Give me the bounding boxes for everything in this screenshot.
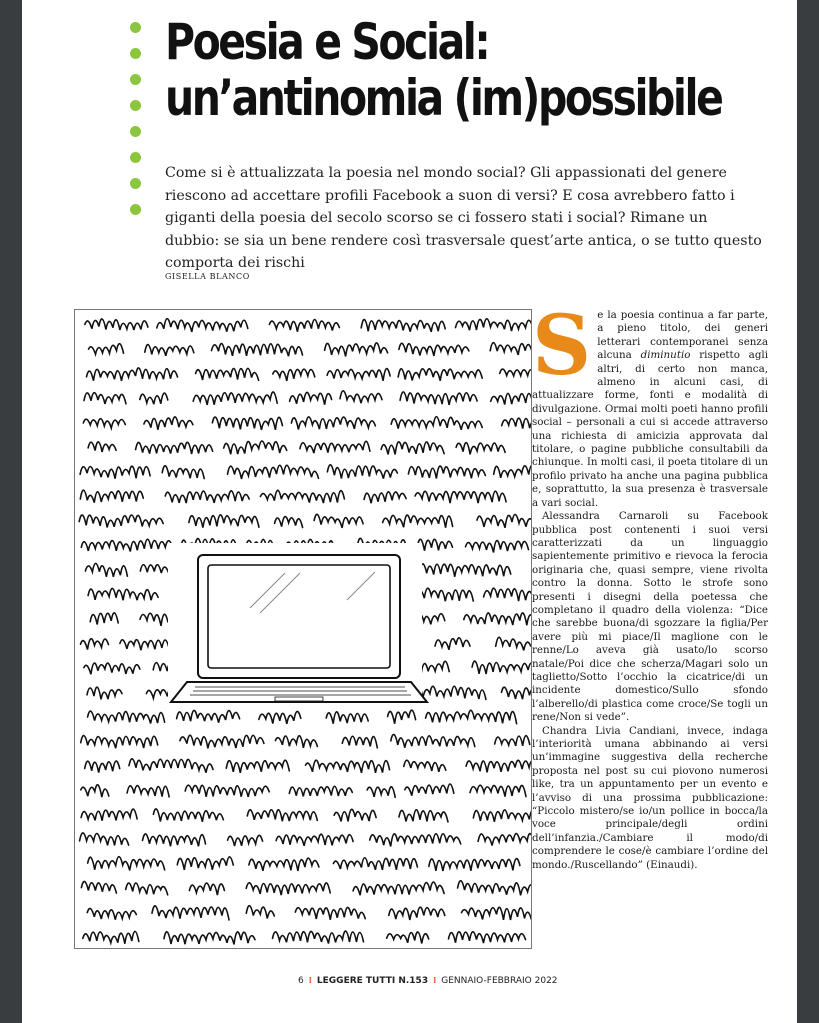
handwriting-stroke	[491, 393, 531, 405]
handwriting-stroke	[291, 417, 375, 430]
handwriting-stroke	[404, 760, 446, 772]
handwriting-stroke	[276, 834, 353, 846]
handwriting-stroke	[83, 419, 125, 428]
article-title	[165, 13, 722, 127]
handwriting-stroke	[269, 320, 339, 332]
handwriting-stroke	[165, 491, 249, 503]
handwriting-stroke	[275, 517, 303, 528]
paragraph-3: Chandra Livia Candiani, invece, indaga l’interiorità umana abbinando ai versi un’immagine suggestiva della recherche proposta nel post su cui piovono numerosi like, tra un appuntamento per un evento e l’avviso di una prossima pubblicazione: “Piccolo mistero/se io/un pollice in bocca/la voce principale/degli ordini dell’infanzia./Cambiare il modo/di comprendere le cose/è cambiare l’ordine del mondo./Ruscellando” (Einaudi).	[532, 724, 768, 871]
handwriting-stroke	[196, 368, 259, 380]
handwriting-stroke	[88, 857, 165, 871]
handwriting-stroke	[185, 785, 269, 797]
handwriting-stroke	[88, 588, 158, 600]
handwriting-stroke	[367, 787, 395, 797]
handwriting-stroke	[247, 810, 317, 821]
laptop-icon	[171, 550, 427, 702]
handwriting-stroke	[89, 344, 124, 354]
handwriting-stroke	[81, 736, 158, 749]
handwriting-stroke	[420, 564, 511, 577]
emphasis-diminutio: diminutio	[640, 349, 691, 362]
handwriting-stroke	[228, 835, 263, 846]
handwriting-stroke	[87, 908, 136, 919]
article-standfirst: Come si è attualizzata la poesia nel mondo social? Gli appassionati del genere riescono ad accettare profili Facebook a suon di versi? E cosa avrebbero fatto i giganti della poesia del secolo scorso se ci fossero stati i social? Rimane un dubbio: se sia un bene rendere così trasversale quest’arte antica, o se tutto questo comporta dei rischi	[165, 165, 762, 272]
handwriting-stroke	[81, 881, 116, 893]
handwriting-stroke	[260, 490, 344, 503]
handwriting-stroke	[466, 541, 529, 553]
handwriting-stroke	[88, 711, 165, 723]
handwriting-stroke	[364, 492, 406, 503]
handwriting-stroke	[478, 834, 531, 847]
green-dot	[130, 204, 141, 215]
handwriting-stroke	[79, 515, 163, 527]
handwriting-stroke	[80, 833, 129, 845]
handwriting-stroke	[398, 369, 482, 381]
author-byline: GISELLA BLANCO	[165, 272, 250, 281]
handwriting-stroke	[473, 810, 531, 822]
handwriting-stroke	[290, 392, 332, 404]
handwriting-stroke	[458, 881, 531, 896]
handwriting-stroke	[273, 369, 315, 381]
issue-date: GENNAIO-FEBBRAIO 2022	[441, 976, 558, 986]
handwriting-stroke	[246, 906, 274, 919]
separator-icon: ⁞	[432, 976, 437, 986]
handwriting-stroke	[389, 907, 445, 920]
handwriting-stroke	[226, 760, 289, 773]
handwriting-stroke	[224, 441, 287, 454]
handwriting-stroke	[249, 858, 319, 871]
handwriting-stroke	[342, 736, 377, 748]
handwriting-stroke	[289, 786, 352, 796]
paragraph-2: Alessandra Carnaroli su Facebook pubblica post contenenti i suoi versi caratterizzati da un linguaggio sapientemente primitivo e rievoca la ferocia originaria che, quasi sempre, viene rivolta contro la donna. Sotto le strofe sono presenti i disegni della poetessa che completano il quadro della violenza: “Dice che sarebbe buona/di sgozzare la figlia/Per avere più mi piace/Il maglione con le renne/Lo aveva già usato/lo scorso natale/Poi dice che scherza/Magari solo un taglietto/Sotto l’occhio la cicatrice/di un incidente domestico/Sullo sfondo l’alberello/di plastica come croce/Se togli un rene/Non si vede”.	[532, 510, 768, 724]
handwriting-stroke	[466, 760, 531, 772]
handwriting-stroke	[361, 320, 445, 332]
handwriting-stroke	[80, 490, 143, 502]
handwriting-stroke	[126, 883, 168, 895]
handwriting-stroke	[500, 368, 531, 380]
handwriting-stroke	[456, 443, 505, 455]
handwriting-stroke	[327, 465, 397, 479]
handwriting-stroke	[162, 466, 204, 479]
handwriting-stroke	[295, 907, 365, 919]
handwriting-stroke	[177, 857, 233, 870]
handwriting-stroke	[333, 858, 417, 870]
handwriting-stroke	[477, 515, 531, 528]
handwriting-stroke	[464, 613, 531, 625]
handwriting-stroke	[387, 932, 429, 944]
handwriting-stroke	[340, 391, 382, 403]
handwriting-stroke	[85, 761, 120, 773]
handwriting-stroke	[246, 883, 330, 895]
decorative-dots	[130, 22, 144, 230]
handwriting-stroke	[228, 465, 319, 479]
separator-icon: ⁞	[308, 976, 313, 986]
green-dot	[130, 74, 141, 85]
handwriting-stroke	[325, 343, 388, 356]
handwriting-stroke	[81, 785, 109, 797]
handwriting-stroke	[496, 637, 531, 650]
handwriting-stroke	[391, 417, 482, 430]
handwriting-stroke	[484, 588, 531, 601]
handwriting-stroke	[87, 368, 178, 381]
handwriting-stroke	[495, 736, 530, 746]
handwriting-stroke	[449, 932, 526, 943]
handwriting-stroke	[177, 710, 240, 722]
handwriting-stroke	[144, 417, 193, 430]
handwriting-stroke	[85, 563, 127, 576]
handwriting-stroke	[81, 539, 172, 551]
magazine-issue-number: LEGGERE TUTTI N.153	[316, 976, 429, 986]
green-dot	[130, 22, 141, 33]
title-line-1: Poesia e Social:	[165, 13, 489, 71]
handwriting-stroke	[83, 931, 139, 943]
handwriting-stroke	[85, 319, 148, 330]
handwriting-stroke	[80, 466, 150, 479]
paragraph-1	[532, 298, 768, 510]
handwriting-stroke	[391, 734, 475, 747]
handwriting-stroke	[129, 759, 213, 773]
handwriting-stroke	[426, 710, 517, 723]
article-body	[532, 298, 768, 872]
handwriting-stroke	[306, 760, 390, 773]
handwriting-stroke	[193, 392, 277, 405]
handwriting-stroke	[502, 418, 531, 430]
drop-cap: S	[532, 298, 592, 394]
handwriting-stroke	[400, 392, 477, 405]
handwriting-stroke	[81, 639, 109, 650]
magazine-page	[22, 0, 797, 1023]
handwriting-stroke	[157, 319, 248, 332]
handwriting-stroke	[456, 319, 532, 331]
handwriting-stroke	[470, 785, 526, 796]
handwriting-stroke	[472, 661, 531, 674]
handwriting-stroke	[399, 343, 469, 356]
handwriting-stroke	[502, 687, 532, 700]
handwriting-stroke	[429, 859, 520, 871]
green-dot	[130, 48, 141, 59]
handwriting-stroke	[180, 735, 264, 748]
handwriting-stroke	[189, 515, 259, 528]
page-number: 6	[298, 976, 304, 986]
handwriting-stroke	[408, 466, 485, 478]
handwriting-stroke	[405, 784, 454, 796]
handwriting-stroke	[143, 834, 206, 846]
paragraph-1-text: e la poesia continua a far parte, a pieno titolo, dei generi letterari contemporanei senza alcuna	[597, 309, 768, 362]
handwriting-stroke	[388, 710, 416, 724]
handwriting-stroke	[212, 344, 303, 357]
paragraph-1-text-cont: rispetto agli altri, di certo non manca, almeno in alcuni casi, di attualizzare forme, fonti e modalità di divulgazione. Ormai molti poeti hanno profili social – personali a cui si accede attraverso una richiesta di amicizia approvata dal titolare, o pagine pubbliche consultabili da chiunque. In molti casi, il poeta titolare di un profilo privato ha anche una pagina pubblica e, soprattutto, la sua presenza è trasversale a vari social.	[532, 349, 768, 509]
handwriting-stroke	[326, 712, 368, 724]
illustration-svg	[75, 310, 531, 948]
title-line-2: un’antinomia (im)possibile	[165, 69, 722, 127]
handwriting-stroke	[435, 638, 470, 650]
handwriting-stroke	[273, 931, 364, 943]
handwriting-stroke	[189, 883, 224, 895]
handwriting-stroke	[327, 369, 390, 381]
handwriting-stroke	[90, 613, 118, 625]
handwriting-stroke	[81, 809, 137, 821]
handwriting-stroke	[275, 736, 317, 748]
handwriting-stroke	[399, 810, 448, 822]
handwriting-stroke	[353, 882, 444, 895]
handwriting-stroke	[418, 539, 453, 550]
handwriting-stroke	[212, 417, 282, 430]
handwriting-stroke	[383, 515, 453, 528]
handwriting-stroke	[152, 906, 229, 920]
laptop-handwriting-illustration	[74, 309, 532, 949]
handwriting-stroke	[136, 442, 213, 454]
handwriting-stroke	[462, 907, 532, 920]
green-dot	[130, 100, 141, 111]
handwriting-stroke	[153, 809, 223, 822]
handwriting-stroke	[88, 442, 116, 452]
green-dot	[130, 152, 141, 163]
handwriting-stroke	[494, 465, 531, 477]
handwriting-stroke	[259, 711, 301, 723]
handwriting-stroke	[84, 393, 126, 404]
handwriting-stroke	[334, 809, 376, 821]
handwriting-stroke	[381, 442, 444, 455]
handwriting-stroke	[127, 786, 169, 797]
handwriting-stroke	[164, 932, 255, 945]
handwriting-stroke	[370, 834, 461, 847]
handwriting-stroke	[300, 441, 370, 453]
handwriting-stroke	[314, 514, 363, 528]
handwriting-stroke	[84, 663, 140, 674]
green-dot	[130, 126, 141, 137]
handwriting-stroke	[415, 491, 506, 503]
page-footer	[298, 976, 558, 986]
green-dot	[130, 178, 141, 189]
handwriting-stroke	[140, 393, 168, 404]
handwriting-stroke	[145, 345, 194, 356]
handwriting-stroke	[490, 343, 531, 355]
handwriting-stroke	[87, 687, 122, 699]
handwriting-stroke	[416, 686, 486, 700]
